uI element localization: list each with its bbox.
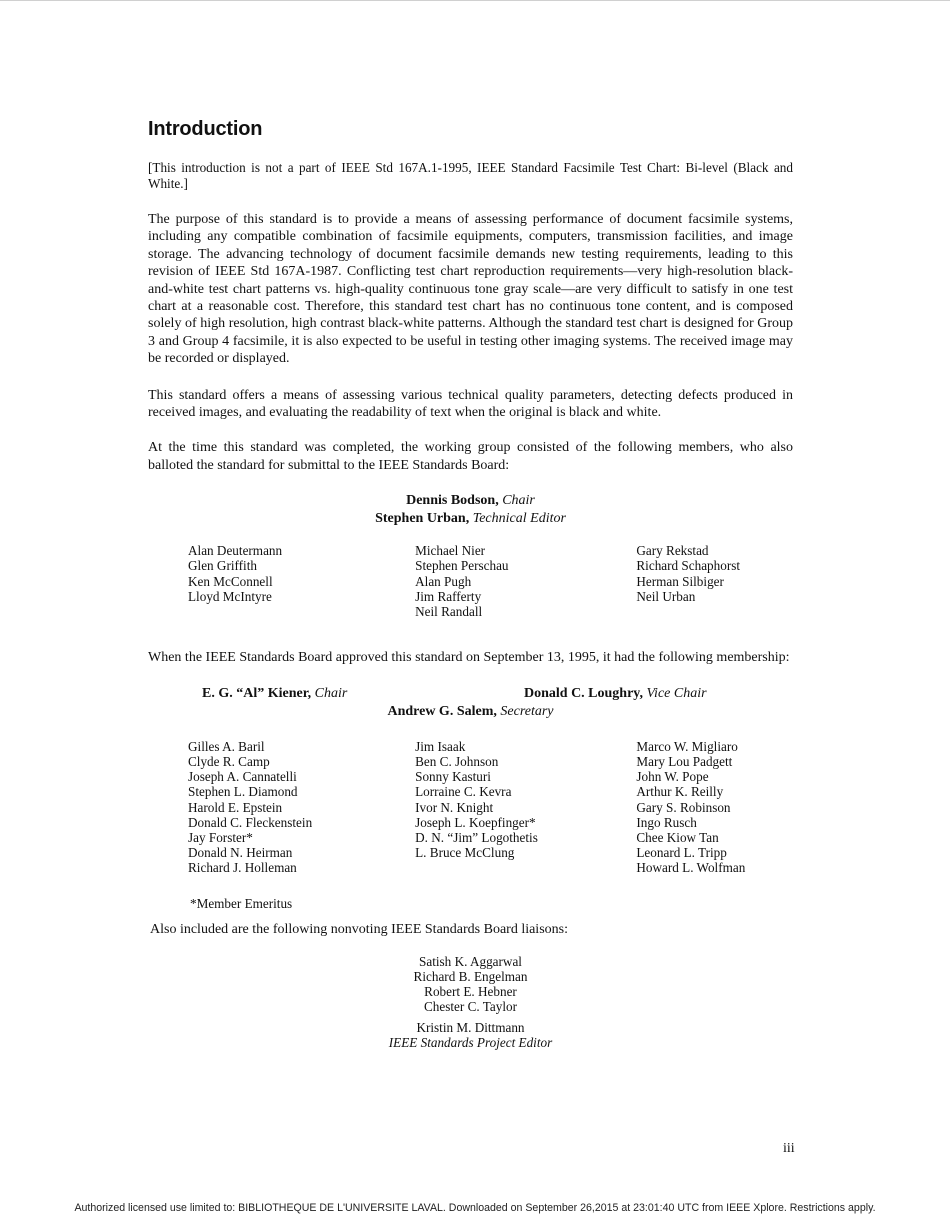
member-name: Alan Pugh: [415, 573, 472, 589]
wg-editor-line: [148, 510, 793, 528]
project-editor-name: Kristin M. Dittmann: [416, 1019, 525, 1035]
member-name: Harold E. Epstein: [188, 799, 283, 815]
page-number: iii: [783, 1141, 795, 1156]
document-body: [148, 118, 793, 1050]
board-secretary-name: Andrew G. Salem,: [387, 703, 497, 719]
member-name: Clyde R. Camp: [188, 753, 270, 769]
board-secretary-line: [148, 703, 793, 721]
member-name: Joseph A. Cannatelli: [188, 769, 297, 785]
board-column-1: [188, 739, 415, 876]
intro-note: [This introduction is not a part of IEEE Std 167A.1-1995, IEEE Standard Facsimile Test Chart: Bi-level (Black and White.]: [148, 160, 793, 191]
board-column-2: [415, 739, 636, 876]
member-name: Stephen L. Diamond: [188, 784, 298, 800]
wg-column-3: [636, 543, 793, 619]
member-name: Donald C. Fleckenstein: [188, 814, 313, 830]
member-name: Sonny Kasturi: [415, 769, 491, 785]
board-column-3: [636, 739, 793, 876]
working-group-intro: At the time this standard was completed, the working group consisted of the following members, who also balloted the standard for submittal to the IEEE Standards Board:: [148, 440, 793, 473]
liaison-name: Chester C. Taylor: [424, 998, 517, 1014]
member-name: Richard J. Holleman: [188, 860, 297, 876]
board-approval-paragraph: When the IEEE Standards Board approved this standard on September 13, 1995, it had the following membership:: [148, 650, 790, 666]
liaison-name: Satish K. Aggarwal: [419, 953, 522, 969]
wg-chair-role: Chair: [502, 493, 535, 509]
member-name: Stephen Perschau: [415, 558, 509, 574]
member-name: Neil Randall: [415, 604, 483, 620]
working-group-officers: [148, 492, 793, 528]
member-name: John W. Pope: [636, 769, 709, 785]
board-chair-role: Chair: [314, 685, 348, 701]
license-footer: Authorized licensed use limited to: BIBLIOTHEQUE DE L'UNIVERSITE LAVAL. Downloaded on September 26,2015 at 23:01:40 UTC from IEEE Xplore. Restrictions apply.: [74, 1202, 876, 1214]
wg-editor-name: Stephen Urban,: [375, 511, 470, 527]
member-name: Glen Griffith: [188, 558, 257, 574]
purpose-paragraph: The purpose of this standard is to provide a means of assessing performance of document facsimile systems, including any compatible combination of facsimile equipments, computers, transmission facilities, and image storage. The advancing technology of document facsimile demands new testing requirements, leading to this revision of IEEE Std 167A-1987. Conflicting test chart reproduction requirements—very high-resolution black-and-white test chart patterns vs. high-quality continuous tone gray scale—are very difficult to satisfy in one test chart at a reasonable cost. Therefore, this standard test chart has no continuous tone content, and is composed solely of high resolution, high contrast black-white patterns. Although the standard test chart is designed for Group 3 and Group 4 facsimile, it is also expected to be useful in testing other imaging systems. The received image may be recorded or displayed.: [148, 212, 793, 367]
member-name: Ken McConnell: [188, 573, 273, 589]
member-name: D. N. “Jim” Logothetis: [415, 829, 538, 845]
wg-column-2: [415, 543, 636, 619]
board-vice-chair-role: Vice Chair: [646, 685, 707, 701]
board-secretary-role: Secretary: [500, 703, 554, 719]
board-chair-line: [202, 685, 347, 703]
working-group-members: [188, 543, 793, 619]
board-officers-row: [148, 685, 793, 703]
wg-chair-line: [148, 492, 793, 510]
member-name: Lloyd McIntyre: [188, 588, 272, 604]
member-name: Leonard L. Tripp: [636, 845, 727, 861]
member-name: Alan Deutermann: [188, 543, 283, 559]
member-name: Ben C. Johnson: [415, 753, 499, 769]
member-emeritus-note: *Member Emeritus: [190, 895, 293, 911]
member-name: Donald N. Heirman: [188, 845, 293, 861]
member-name: Neil Urban: [636, 588, 696, 604]
liaisons-intro: Also included are the following nonvoting IEEE Standards Board liaisons:: [150, 921, 568, 937]
board-vice-chair-line: [524, 685, 707, 703]
wg-column-1: [188, 543, 415, 619]
member-name: Chee Kiow Tan: [636, 829, 719, 845]
liaison-name: Richard B. Engelman: [413, 968, 528, 984]
member-name: Gary Rekstad: [636, 543, 709, 559]
member-name: Herman Silbiger: [636, 573, 724, 589]
member-name: Jim Rafferty: [415, 588, 482, 604]
member-name: Richard Schaphorst: [636, 558, 741, 574]
member-name: Lorraine C. Kevra: [415, 784, 512, 800]
wg-editor-role: Technical Editor: [472, 511, 566, 527]
board-members: [188, 739, 793, 876]
member-name: Gary S. Robinson: [636, 799, 731, 815]
member-name: Jim Isaak: [415, 738, 466, 754]
top-border-line: [0, 0, 950, 1]
member-name: Mary Lou Padgett: [636, 753, 733, 769]
member-name: Michael Nier: [415, 543, 486, 559]
project-editor: [148, 1020, 793, 1050]
member-name: L. Bruce McClung: [415, 845, 515, 861]
member-name: Joseph L. Koepfinger*: [415, 814, 536, 830]
member-name: Howard L. Wolfman: [636, 860, 746, 876]
page-title: Introduction: [148, 118, 263, 140]
board-vice-chair-name: Donald C. Loughry,: [524, 685, 644, 701]
member-name: Ivor N. Knight: [415, 799, 494, 815]
member-name: Ingo Rusch: [636, 814, 697, 830]
member-name: Gilles A. Baril: [188, 738, 265, 754]
parameters-paragraph: This standard offers a means of assessing various technical quality parameters, detecting defects produced in received images, and evaluating the readability of text when the original is black and white.: [148, 387, 793, 421]
member-name: Marco W. Migliaro: [636, 738, 738, 754]
board-chair-name: E. G. “Al” Kiener,: [202, 685, 312, 701]
member-name: Arthur K. Reilly: [636, 784, 724, 800]
liaisons-list: [148, 954, 793, 1014]
member-name: Jay Forster*: [188, 829, 253, 845]
project-editor-title: IEEE Standards Project Editor: [388, 1034, 553, 1050]
liaison-name: Robert E. Hebner: [424, 983, 517, 999]
wg-chair-name: Dennis Bodson,: [406, 493, 499, 509]
